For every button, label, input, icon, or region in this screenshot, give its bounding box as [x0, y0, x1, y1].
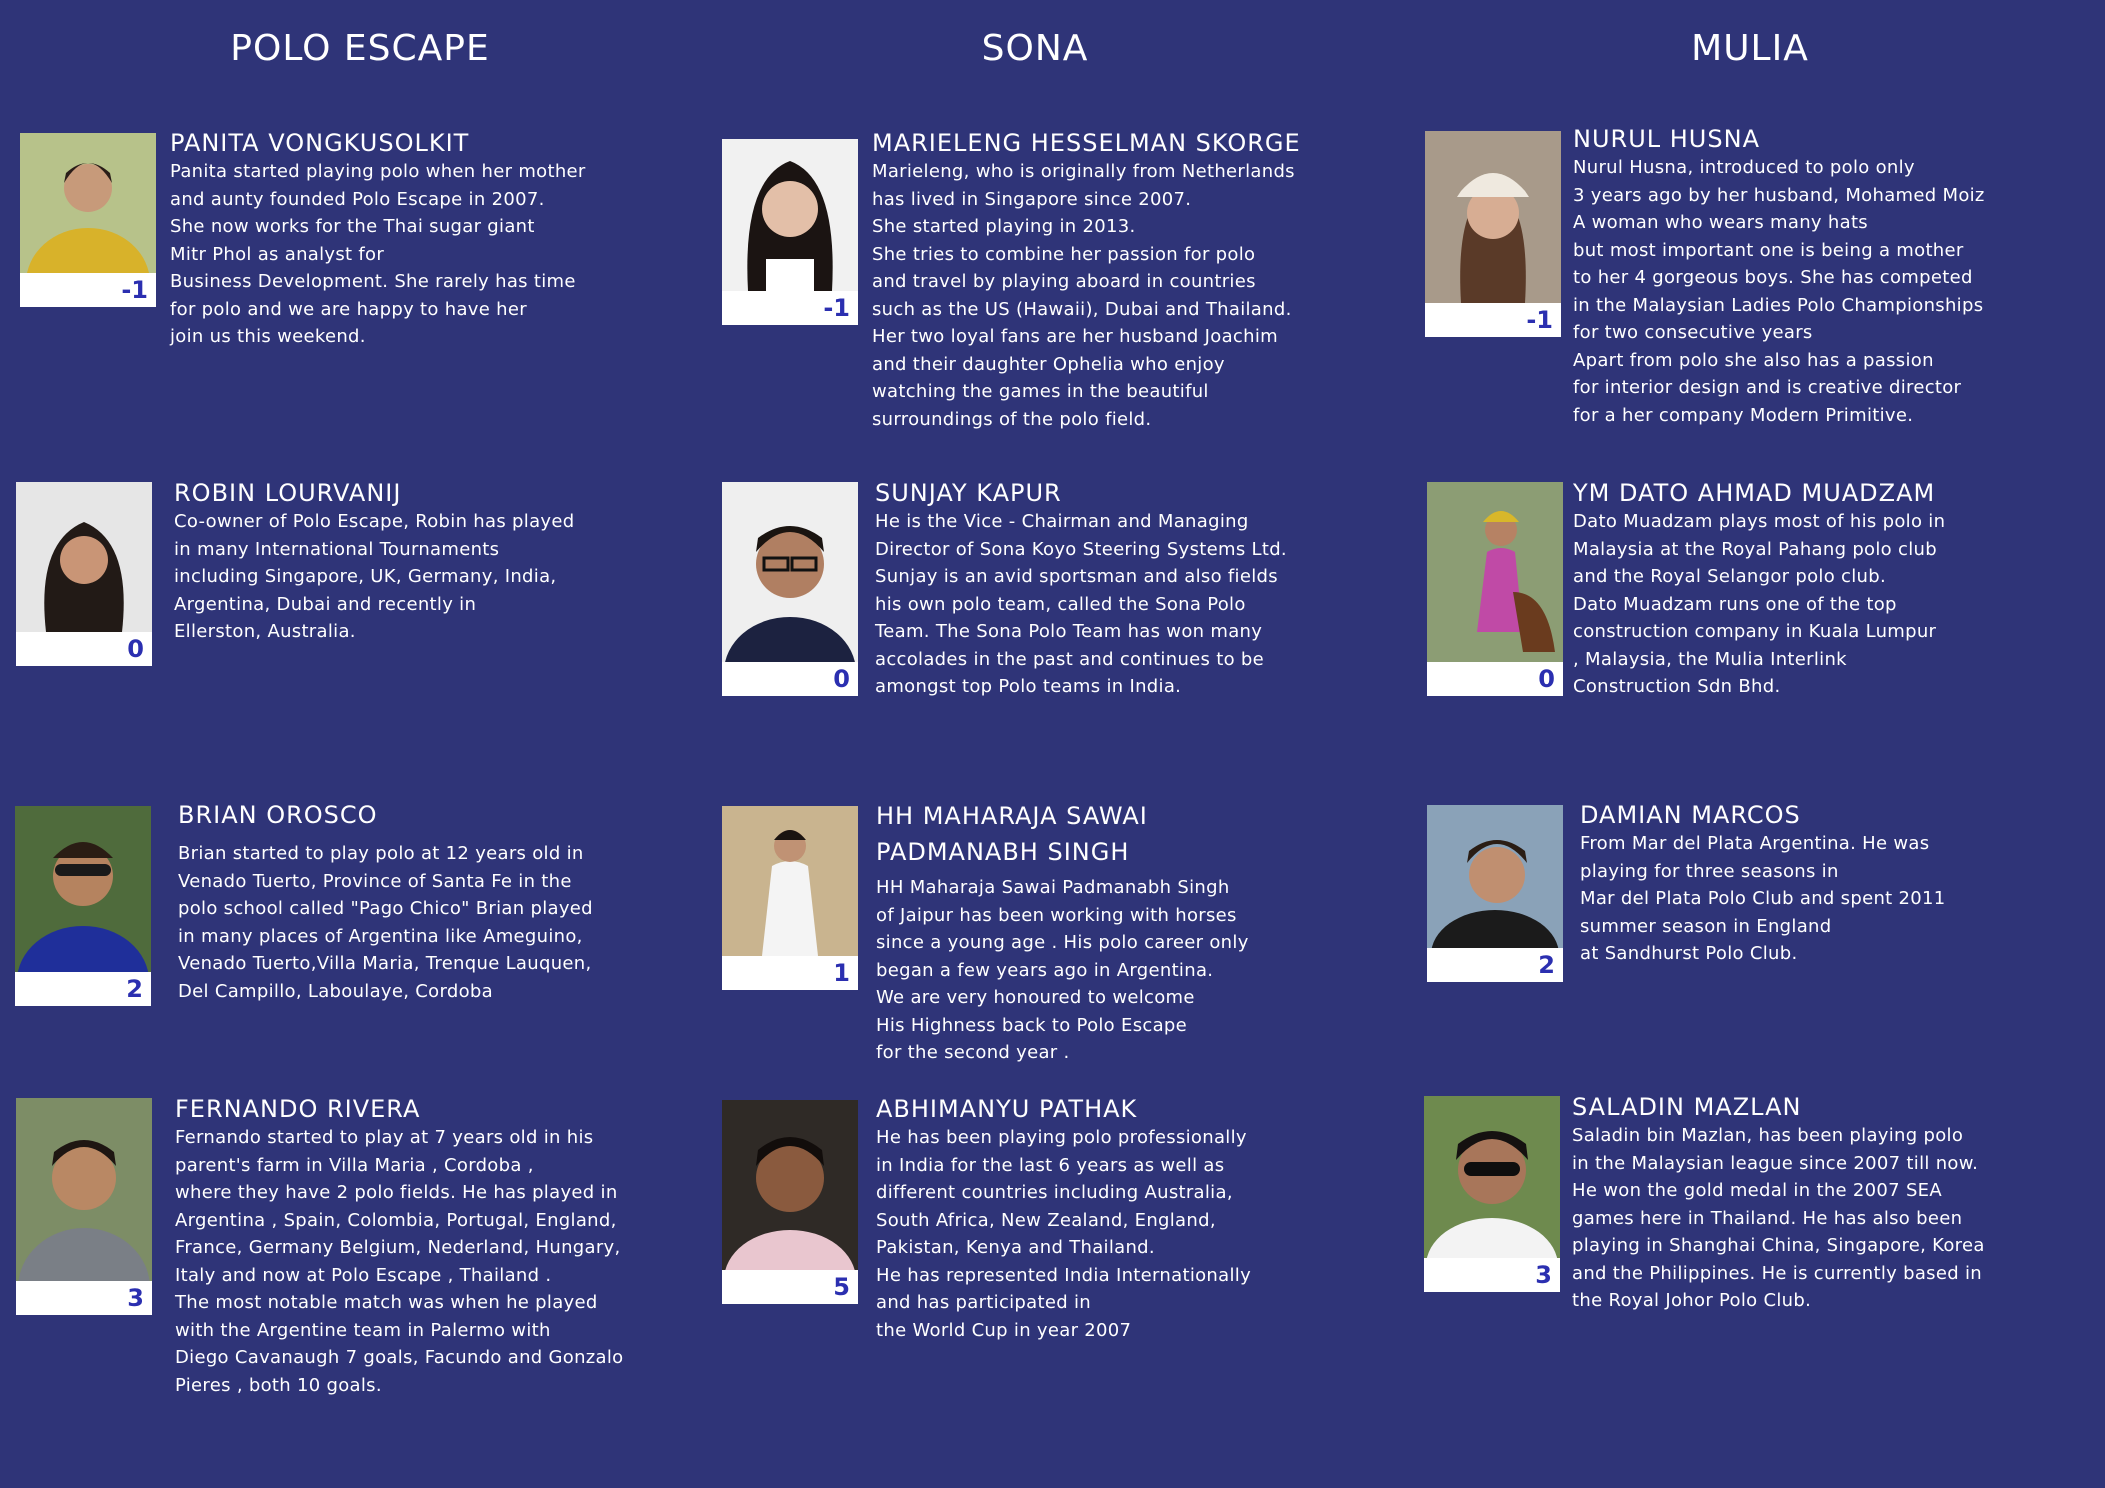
player-photo-card	[722, 482, 858, 696]
player-name: SALADIN MAZLAN	[1572, 1093, 1802, 1121]
player-name: ABHIMANYU PATHAK	[876, 1095, 1138, 1123]
player-name: BRIAN OROSCO	[178, 801, 378, 829]
player-photo	[1427, 805, 1563, 948]
player-bio: Panita started playing polo when her mother and aunty founded Polo Escape in 2007. She now works for the Thai sugar giant Mitr Phol as analyst for Business Development. She rarely has time for polo and we are happy to have her join us this weekend.	[170, 161, 586, 347]
player-photo-card	[1425, 131, 1561, 337]
player-bio: Brian started to play polo at 12 years old in Venado Tuerto, Province of Santa Fe in the polo school called "Pago Chico" Brian played in many places of Argentina like Ameguino, Venado Tuerto,Villa Maria, Trenque Lauquen, Del Campillo, Laboulaye, Cordoba	[178, 843, 593, 1002]
player-name: YM DATO AHMAD MUADZAM	[1573, 479, 1936, 507]
player-bio: Nurul Husna, introduced to polo only 3 years ago by her husband, Mohamed Moiz A woman who wears many hats but most important one is being a mother to her 4 gorgeous boys. She has competed in the Malaysian Ladies Polo Championships for two consecutive years Apart from polo she also has a passion for interior design and is creative director for a her company Modern Primitive.	[1573, 157, 1985, 426]
player-photo-card	[722, 1100, 858, 1304]
player-name: FERNANDO RIVERA	[175, 1095, 421, 1123]
player-photo-card	[16, 482, 152, 666]
player-photo	[15, 806, 151, 972]
player-photo	[16, 482, 152, 632]
player-bio: HH Maharaja Sawai Padmanabh Singh of Jaipur has been working with horses since a young age . His polo career only began a few years ago in Argentina. We are very honoured to welcome His Highness back to Polo Escape for the second year .	[876, 877, 1249, 1063]
handicap-label: -1	[121, 276, 148, 304]
handicap-label: 0	[833, 665, 850, 693]
player-photo	[16, 1098, 152, 1281]
player-photo-image	[16, 1098, 152, 1281]
player-photo-image	[20, 133, 156, 273]
player-name: NURUL HUSNA	[1573, 125, 1760, 153]
handicap-label: 5	[833, 1273, 850, 1301]
player-name: PANITA VONGKUSOLKIT	[170, 129, 470, 157]
player-photo-card	[722, 806, 858, 990]
player-bio: From Mar del Plata Argentina. He was playing for three seasons in Mar del Plata Polo Club and spent 2011 summer season in England at Sandhurst Polo Club.	[1580, 833, 1946, 964]
handicap-label: -1	[1526, 306, 1553, 334]
team-title-sona: SONA	[981, 28, 1089, 69]
player-bio: He has been playing polo professionally in India for the last 6 years as well as different countries including Australia, South Africa, New Zealand, England, Pakistan, Kenya and Thailand. He has represented India Internationally and has participated in the World Cup in year 2007	[876, 1127, 1252, 1341]
handicap-label: 3	[1535, 1261, 1552, 1289]
player-photo-image	[15, 806, 151, 972]
player-name: ROBIN LOURVANIJ	[174, 479, 402, 507]
player-photo	[20, 133, 156, 273]
player-photo	[722, 139, 858, 291]
player-photo	[1425, 131, 1561, 303]
player-photo-card	[1427, 805, 1563, 982]
player-photo-card	[1424, 1096, 1560, 1292]
player-photo-image	[1427, 805, 1563, 948]
player-bio: Dato Muadzam plays most of his polo in Malaysia at the Royal Pahang polo club and the Royal Selangor polo club. Dato Muadzam runs one of the top construction company in Kuala Lumpur , Malaysia, the Mulia Interlink Construction Sdn Bhd.	[1573, 511, 1946, 697]
player-photo-image	[1425, 131, 1561, 303]
player-photo-image	[722, 806, 858, 956]
handicap-label: 3	[127, 1284, 144, 1312]
player-photo-card	[1427, 482, 1563, 696]
player-photo-card	[16, 1098, 152, 1315]
team-title-mulia: MULIA	[1691, 28, 1809, 69]
player-photo	[722, 806, 858, 956]
player-bio: Saladin bin Mazlan, has been playing polo in the Malaysian league since 2007 till now. He won the gold medal in the 2007 SEA games here in Thailand. He has also been playing in Shanghai China, Singapore, Korea and the Philippines. He is currently based in the Royal Johor Polo Club.	[1572, 1125, 1985, 1311]
player-bio: Fernando started to play at 7 years old in his parent's farm in Villa Maria , Cordoba , where they have 2 polo fields. He has played in Argentina , Spain, Colombia, Portugal, England, France, Germany Belgium, Nederland, Hungary, Italy and now at Polo Escape , Thailand . The most notable match was when he played with the Argentine team in Palermo with Diego Cavanaugh 7 goals, Facundo and Gonzalo Pieres , both 10 goals.	[175, 1127, 624, 1396]
player-photo	[722, 1100, 858, 1270]
handicap-label: -1	[823, 294, 850, 322]
player-name: MARIELENG HESSELMAN SKORGE	[872, 129, 1301, 157]
player-photo-image	[1427, 482, 1563, 662]
player-photo-card	[722, 139, 858, 325]
team-title-polo-escape: POLO ESCAPE	[230, 28, 490, 69]
player-photo-image	[722, 482, 858, 662]
player-name: HH MAHARAJA SAWAI PADMANABH SINGH	[876, 802, 1148, 866]
player-photo-image	[1424, 1096, 1560, 1258]
player-bio: He is the Vice - Chairman and Managing Director of Sona Koyo Steering Systems Ltd. Sunjay is an avid sportsman and also fields his own polo team, called the Sona Polo Team. The Sona Polo Team has won many accolades in the past and continues to be amongst top Polo teams in India.	[875, 511, 1287, 697]
player-photo-card	[20, 133, 156, 307]
player-photo-image	[722, 1100, 858, 1270]
player-bio: Marieleng, who is originally from Netherlands has lived in Singapore since 2007. She started playing in 2013. She tries to combine her passion for polo and travel by playing aboard in countries such as the US (Hawaii), Dubai and Thailand. Her two loyal fans are her husband Joachim and their daughter Ophelia who enjoy watching the games in the beautiful surroundings of the polo field.	[872, 161, 1295, 430]
player-name: SUNJAY KAPUR	[875, 479, 1062, 507]
player-photo-card	[15, 806, 151, 1006]
handicap-label: 0	[127, 635, 144, 663]
player-photo	[1424, 1096, 1560, 1258]
player-photo-image	[16, 482, 152, 632]
player-photo-image	[722, 139, 858, 291]
player-name: DAMIAN MARCOS	[1580, 801, 1801, 829]
handicap-label: 2	[126, 975, 143, 1003]
handicap-label: 1	[833, 959, 850, 987]
player-photo	[722, 482, 858, 662]
player-photo	[1427, 482, 1563, 662]
handicap-label: 0	[1538, 665, 1555, 693]
handicap-label: 2	[1538, 951, 1555, 979]
player-bio: Co-owner of Polo Escape, Robin has played in many International Tournaments including Singapore, UK, Germany, India, Argentina, Dubai and recently in Ellerston, Australia.	[174, 511, 575, 642]
